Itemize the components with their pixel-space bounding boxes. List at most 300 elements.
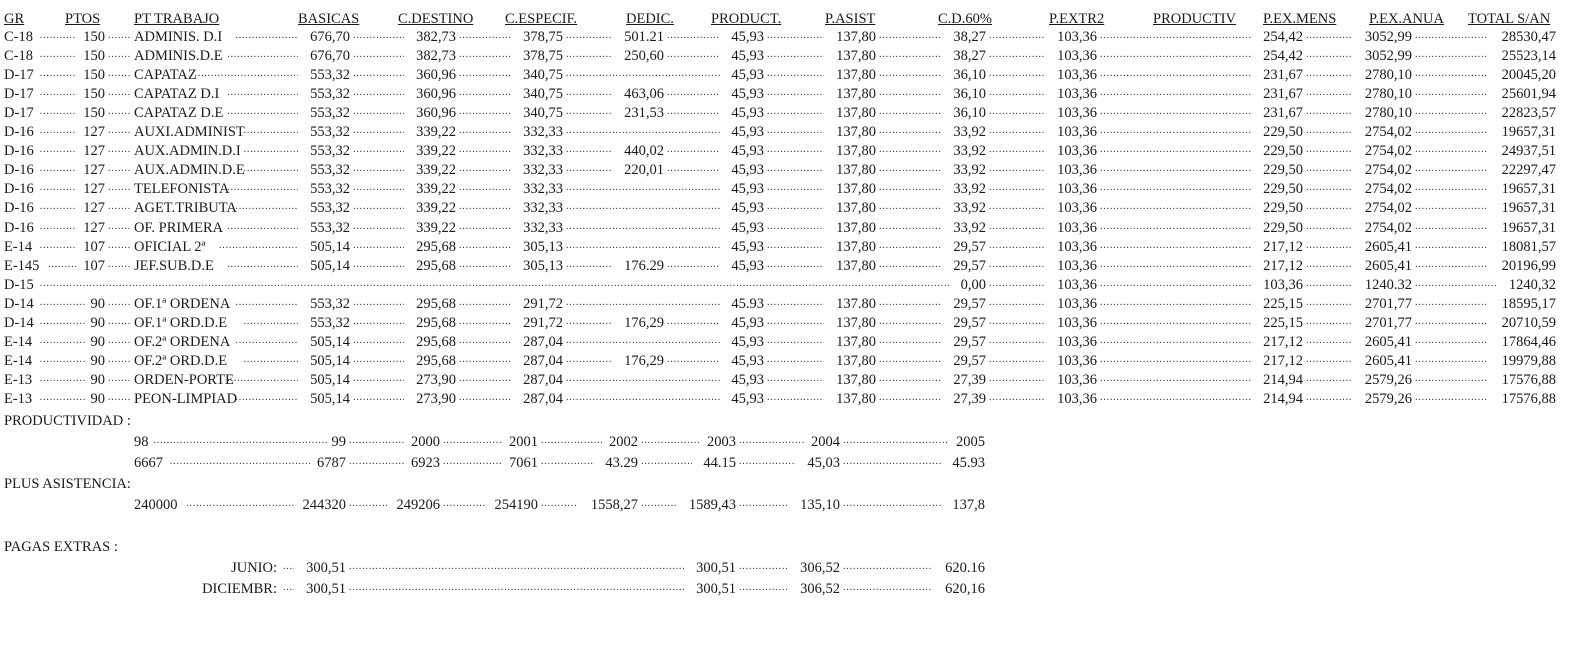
cell: 2605,41 bbox=[1364, 239, 1412, 255]
productividad-value: 45,03 bbox=[807, 455, 840, 471]
dot-leader bbox=[566, 316, 612, 334]
dot-leader bbox=[767, 316, 824, 334]
cell: 676,70 bbox=[310, 48, 350, 64]
cell: 287,04 bbox=[523, 372, 563, 388]
cell: 90 bbox=[90, 391, 105, 407]
cell: 33,92 bbox=[953, 200, 986, 216]
dot-leader bbox=[108, 30, 131, 48]
cell: 2780,10 bbox=[1364, 105, 1412, 121]
dot-leader bbox=[879, 316, 942, 334]
productividad-label: PRODUCTIVIDAD : bbox=[4, 413, 131, 429]
cell: 45,93 bbox=[731, 372, 764, 388]
dot-leader bbox=[108, 335, 131, 353]
cell: 45,93 bbox=[731, 124, 764, 140]
cell: OF.1ª ORD.D.E bbox=[134, 315, 228, 331]
cell: 24937,51 bbox=[1501, 143, 1556, 159]
dot-leader bbox=[244, 354, 298, 372]
dot-leader bbox=[108, 144, 131, 162]
col-p-asist-header: P.ASIST bbox=[825, 11, 876, 27]
cell: 17576,88 bbox=[1501, 391, 1556, 407]
dot-leader bbox=[194, 68, 297, 86]
cell: 229,50 bbox=[1263, 143, 1303, 159]
cell: 332,33 bbox=[523, 220, 563, 236]
cell: 332,33 bbox=[523, 162, 563, 178]
cell: 45,93 bbox=[731, 67, 764, 83]
cell: D-16 bbox=[4, 143, 34, 159]
col-basicas-header: BASICAS bbox=[298, 11, 360, 27]
cell: 378,75 bbox=[523, 29, 563, 45]
cell: 137,80 bbox=[836, 124, 876, 140]
cell: 38,27 bbox=[953, 29, 986, 45]
cell: 137.80 bbox=[836, 296, 876, 312]
cell: 103,36 bbox=[1263, 277, 1303, 293]
cell: D-15 bbox=[4, 277, 34, 293]
cell: 231,67 bbox=[1263, 67, 1303, 83]
productividad-value: 6667 bbox=[134, 455, 163, 471]
dot-leader bbox=[667, 259, 720, 277]
dot-leader bbox=[108, 125, 131, 143]
dot-leader bbox=[667, 354, 720, 372]
dot-leader bbox=[767, 125, 824, 143]
cell: 19979,88 bbox=[1501, 353, 1556, 369]
dot-leader bbox=[1306, 106, 1352, 124]
dot-leader bbox=[989, 240, 1045, 258]
dot-leader bbox=[1306, 49, 1352, 67]
cell: 231,67 bbox=[1263, 86, 1303, 102]
pagas-extras-value: 300,51 bbox=[696, 560, 736, 576]
cell: 45,93 bbox=[731, 315, 764, 331]
cell: 291,72 bbox=[523, 315, 563, 331]
cell: 127 bbox=[83, 162, 105, 178]
cell: 339,22 bbox=[416, 200, 456, 216]
cell: 2780,10 bbox=[1364, 67, 1412, 83]
dot-leader bbox=[48, 259, 77, 277]
dot-leader bbox=[459, 201, 511, 219]
dot-leader bbox=[879, 49, 942, 67]
cell: 382,73 bbox=[416, 29, 456, 45]
dot-leader bbox=[227, 182, 298, 200]
dot-leader bbox=[1306, 259, 1352, 277]
dot-leader bbox=[108, 392, 131, 410]
productividad-year: 2002 bbox=[609, 434, 638, 450]
plus-asistencia-value: 137,8 bbox=[952, 497, 985, 513]
cell: D-16 bbox=[4, 181, 34, 197]
cell: 505,14 bbox=[310, 372, 350, 388]
cell: D-16 bbox=[4, 200, 34, 216]
dot-leader bbox=[1100, 373, 1251, 391]
cell: E-13 bbox=[4, 391, 33, 407]
productividad-value: 6787 bbox=[317, 455, 346, 471]
cell: 103,36 bbox=[1057, 258, 1097, 274]
dot-leader bbox=[1415, 354, 1487, 372]
dot-leader bbox=[566, 201, 720, 219]
cell: 229,50 bbox=[1263, 200, 1303, 216]
dot-leader bbox=[879, 221, 942, 239]
cell: 20196,99 bbox=[1501, 258, 1556, 274]
cell: 340,75 bbox=[523, 105, 563, 121]
dot-leader bbox=[767, 163, 824, 181]
col-p-ex-mens-header: P.EX.MENS bbox=[1263, 11, 1337, 27]
cell: 137,80 bbox=[836, 48, 876, 64]
dot-leader bbox=[353, 125, 404, 143]
dot-leader bbox=[227, 373, 298, 391]
cell: 382,73 bbox=[416, 48, 456, 64]
cell: ADMINIS. D.I bbox=[134, 29, 223, 45]
dot-leader bbox=[767, 373, 824, 391]
cell: 150 bbox=[83, 105, 105, 121]
dot-leader bbox=[667, 106, 720, 124]
dot-leader bbox=[879, 125, 942, 143]
cell: 340,75 bbox=[523, 67, 563, 83]
productividad-year: 2004 bbox=[811, 434, 840, 450]
dot-leader bbox=[235, 335, 297, 353]
dot-leader bbox=[349, 498, 388, 516]
cell: 127 bbox=[83, 200, 105, 216]
cell: E-14 bbox=[4, 334, 33, 350]
dot-leader bbox=[989, 163, 1045, 181]
cell: 45,93 bbox=[731, 258, 764, 274]
cell: 2754,02 bbox=[1364, 124, 1412, 140]
plus-asistencia-value: 254190 bbox=[494, 497, 538, 513]
cell: 553,32 bbox=[310, 124, 350, 140]
cell: 45,93 bbox=[731, 220, 764, 236]
dot-leader bbox=[153, 435, 326, 453]
col-pt-trabajo-header: PT TRABAJO bbox=[134, 11, 220, 27]
cell: CAPATAZ D.I bbox=[134, 86, 220, 102]
dot-leader bbox=[227, 259, 298, 277]
cell: D-16 bbox=[4, 220, 34, 236]
dot-leader bbox=[767, 87, 824, 105]
cell: 250,60 bbox=[624, 48, 664, 64]
cell: 287,04 bbox=[523, 391, 563, 407]
cell: 340,75 bbox=[523, 86, 563, 102]
dot-leader bbox=[170, 456, 310, 474]
cell: 295,68 bbox=[416, 353, 456, 369]
dot-leader bbox=[1415, 49, 1487, 67]
cell: 29,57 bbox=[953, 239, 986, 255]
cell: 360,96 bbox=[416, 86, 456, 102]
dot-leader bbox=[1415, 221, 1487, 239]
cell: 229,50 bbox=[1263, 181, 1303, 197]
productividad-value: 7061 bbox=[509, 455, 538, 471]
dot-leader bbox=[1100, 144, 1251, 162]
cell: AUX.ADMIN.D.I bbox=[134, 143, 241, 159]
cell: 18081,57 bbox=[1501, 239, 1556, 255]
cell: 150 bbox=[83, 29, 105, 45]
dot-leader bbox=[541, 456, 594, 474]
col-ptos-header: PTOS bbox=[65, 11, 101, 27]
pagas-extras-value: 300,51 bbox=[306, 581, 346, 597]
cell: 103,36 bbox=[1057, 143, 1097, 159]
cell: 137,80 bbox=[836, 334, 876, 350]
cell: 20045,20 bbox=[1501, 67, 1556, 83]
cell: 3052,99 bbox=[1364, 29, 1412, 45]
col-c-destino-header: C.DESTINO bbox=[398, 11, 474, 27]
cell: 287,04 bbox=[523, 353, 563, 369]
cell: 332,33 bbox=[523, 200, 563, 216]
dot-leader bbox=[1415, 87, 1487, 105]
dot-leader bbox=[40, 106, 78, 124]
dot-leader bbox=[1100, 240, 1251, 258]
cell: 103,36 bbox=[1057, 48, 1097, 64]
cell: 176.29 bbox=[624, 258, 664, 274]
dot-leader bbox=[40, 144, 78, 162]
dot-leader bbox=[108, 373, 131, 391]
pagas-extras-month: JUNIO: bbox=[231, 560, 277, 576]
dot-leader bbox=[353, 106, 404, 124]
productividad-year: 99 bbox=[331, 434, 346, 450]
cell: 676,70 bbox=[310, 29, 350, 45]
pagas-extras-month: DICIEMBR: bbox=[202, 581, 277, 597]
dot-leader bbox=[353, 87, 404, 105]
dot-leader bbox=[843, 498, 941, 516]
dot-leader bbox=[879, 259, 942, 277]
dot-leader bbox=[40, 221, 78, 239]
cell: D-17 bbox=[4, 105, 34, 121]
cell: 137,80 bbox=[836, 86, 876, 102]
cell: 103,36 bbox=[1057, 29, 1097, 45]
cell: 19657,31 bbox=[1501, 181, 1556, 197]
dot-leader bbox=[667, 30, 720, 48]
productividad-year: 2000 bbox=[411, 434, 440, 450]
dot-leader bbox=[989, 87, 1045, 105]
cell: 217,12 bbox=[1263, 239, 1303, 255]
cell: 103,36 bbox=[1057, 277, 1097, 293]
dot-leader bbox=[767, 182, 824, 200]
dot-leader bbox=[767, 335, 824, 353]
cell: 45,93 bbox=[731, 162, 764, 178]
cell: E-14 bbox=[4, 353, 33, 369]
dot-leader bbox=[1100, 49, 1251, 67]
cell: 217,12 bbox=[1263, 258, 1303, 274]
cell: 127 bbox=[83, 124, 105, 140]
cell: ADMINIS.D.E bbox=[134, 48, 223, 64]
cell: 45,93 bbox=[731, 239, 764, 255]
cell: CAPATAZ D.E bbox=[134, 105, 224, 121]
dot-leader bbox=[40, 297, 86, 315]
cell: 137,80 bbox=[836, 258, 876, 274]
dot-leader bbox=[40, 87, 78, 105]
cell: 1240,32 bbox=[1508, 277, 1556, 293]
dot-leader bbox=[879, 354, 942, 372]
col-productiv-header: PRODUCTIV bbox=[1153, 11, 1236, 27]
dot-leader bbox=[443, 456, 502, 474]
cell: 2754,02 bbox=[1364, 220, 1412, 236]
dot-leader bbox=[353, 297, 404, 315]
dot-leader bbox=[1100, 182, 1251, 200]
dot-leader bbox=[40, 201, 78, 219]
cell: 90 bbox=[90, 353, 105, 369]
dot-leader bbox=[566, 125, 720, 143]
cell: 505,14 bbox=[310, 239, 350, 255]
dot-leader bbox=[1306, 144, 1352, 162]
dot-leader bbox=[353, 373, 404, 391]
col-total-s-an-header: TOTAL S/AN bbox=[1468, 11, 1551, 27]
dot-leader bbox=[989, 68, 1045, 86]
cell: 254,42 bbox=[1263, 29, 1303, 45]
dot-leader bbox=[219, 240, 298, 258]
cell: 127 bbox=[83, 181, 105, 197]
dot-leader bbox=[40, 316, 86, 334]
cell: 305,13 bbox=[523, 239, 563, 255]
cell: 103,36 bbox=[1057, 239, 1097, 255]
dot-leader bbox=[459, 49, 511, 67]
cell: 505,14 bbox=[310, 258, 350, 274]
dot-leader bbox=[1100, 163, 1251, 181]
dot-leader bbox=[1100, 87, 1251, 105]
cell: 20710,59 bbox=[1501, 315, 1556, 331]
dot-leader bbox=[353, 221, 404, 239]
cell: D-17 bbox=[4, 67, 34, 83]
dot-leader bbox=[1415, 125, 1487, 143]
dot-leader bbox=[1415, 201, 1487, 219]
cell: 137,80 bbox=[836, 29, 876, 45]
cell: ORDEN-PORTE bbox=[134, 372, 234, 388]
dot-leader bbox=[767, 221, 824, 239]
dot-leader bbox=[353, 392, 404, 410]
col-p-extr2-header: P.EXTR2 bbox=[1049, 11, 1105, 27]
dot-leader bbox=[1415, 30, 1487, 48]
dot-leader bbox=[566, 182, 720, 200]
cell: 19657,31 bbox=[1501, 124, 1556, 140]
cell: 295,68 bbox=[416, 239, 456, 255]
cell: 2754,02 bbox=[1364, 162, 1412, 178]
dot-leader bbox=[989, 106, 1045, 124]
cell: AGET.TRIBUTA bbox=[134, 200, 237, 216]
dot-leader bbox=[641, 456, 692, 474]
dot-leader bbox=[459, 335, 511, 353]
dot-leader bbox=[40, 182, 78, 200]
dot-leader bbox=[879, 30, 942, 48]
dot-leader bbox=[353, 335, 404, 353]
dot-leader bbox=[1306, 278, 1352, 296]
cell: TELEFONISTA bbox=[134, 181, 230, 197]
dot-leader bbox=[989, 125, 1045, 143]
cell: 25523,14 bbox=[1501, 48, 1556, 64]
dot-leader bbox=[108, 163, 131, 181]
cell: 217,12 bbox=[1263, 353, 1303, 369]
dot-leader bbox=[566, 392, 720, 410]
cell: 553,32 bbox=[310, 67, 350, 83]
cell: C-18 bbox=[4, 48, 33, 64]
dot-leader bbox=[443, 435, 502, 453]
dot-leader bbox=[989, 278, 1045, 296]
dot-leader bbox=[879, 201, 942, 219]
cell: 103,36 bbox=[1057, 296, 1097, 312]
dot-leader bbox=[879, 87, 942, 105]
dot-leader bbox=[353, 201, 404, 219]
dot-leader bbox=[767, 297, 824, 315]
cell: 2701,77 bbox=[1364, 296, 1412, 312]
plus-asistencia-value: 244320 bbox=[302, 497, 346, 513]
cell: 19657,31 bbox=[1501, 200, 1556, 216]
plus-asistencia-value: 1589,43 bbox=[688, 497, 736, 513]
dot-leader bbox=[566, 68, 720, 86]
productividad-value: 45.93 bbox=[952, 455, 985, 471]
dot-leader bbox=[459, 221, 511, 239]
cell: 339,22 bbox=[416, 162, 456, 178]
dot-leader bbox=[566, 373, 720, 391]
cell: 103,36 bbox=[1057, 353, 1097, 369]
dot-leader bbox=[1415, 106, 1487, 124]
cell: 45,93 bbox=[731, 105, 764, 121]
dot-leader bbox=[541, 498, 578, 516]
dot-leader bbox=[989, 182, 1045, 200]
plus-asistencia-value: 1558,27 bbox=[590, 497, 638, 513]
dot-leader bbox=[353, 163, 404, 181]
cell: 107 bbox=[83, 239, 105, 255]
cell: 29,57 bbox=[953, 315, 986, 331]
cell: 137,80 bbox=[836, 239, 876, 255]
dot-leader bbox=[566, 163, 612, 181]
cell: 45,93 bbox=[731, 181, 764, 197]
dot-leader bbox=[353, 354, 404, 372]
cell: 137,80 bbox=[836, 162, 876, 178]
dot-leader bbox=[1100, 106, 1251, 124]
dot-leader bbox=[989, 392, 1045, 410]
cell: 45,93 bbox=[731, 391, 764, 407]
cell: 217,12 bbox=[1263, 334, 1303, 350]
col-cd60-header: C.D.60% bbox=[938, 11, 992, 27]
dot-leader bbox=[566, 240, 720, 258]
cell: 3052,99 bbox=[1364, 48, 1412, 64]
cell: 33,92 bbox=[953, 143, 986, 159]
dot-leader bbox=[349, 456, 404, 474]
dot-leader bbox=[879, 373, 942, 391]
dot-leader bbox=[566, 354, 612, 372]
cell: 505,14 bbox=[310, 334, 350, 350]
cell: 45,93 bbox=[731, 48, 764, 64]
cell: 19657,31 bbox=[1501, 220, 1556, 236]
plus-asistencia-value: 249206 bbox=[396, 497, 440, 513]
pagas-extras-label: PAGAS EXTRAS : bbox=[4, 539, 118, 555]
cell: 332,33 bbox=[523, 143, 563, 159]
dot-leader bbox=[40, 354, 86, 372]
cell: 0,00 bbox=[960, 277, 986, 293]
dot-leader bbox=[843, 435, 949, 453]
dot-leader bbox=[1100, 297, 1251, 315]
cell: AUXI.ADMINIST bbox=[134, 124, 245, 140]
cell: OFICIAL 2ª bbox=[134, 239, 206, 255]
dot-leader bbox=[244, 163, 298, 181]
cell: 1240.32 bbox=[1364, 277, 1412, 293]
dot-leader bbox=[641, 435, 700, 453]
cell: 273,90 bbox=[416, 372, 456, 388]
cell: 214,94 bbox=[1263, 391, 1303, 407]
cell: 90 bbox=[90, 315, 105, 331]
cell: 36,10 bbox=[953, 67, 986, 83]
cell: 29,57 bbox=[953, 353, 986, 369]
dot-leader bbox=[989, 201, 1045, 219]
productividad-value: 6923 bbox=[411, 455, 440, 471]
cell: 553,32 bbox=[310, 143, 350, 159]
cell: 45,93 bbox=[731, 29, 764, 45]
cell: 553,32 bbox=[310, 220, 350, 236]
dot-leader bbox=[767, 68, 824, 86]
dot-leader bbox=[879, 68, 942, 86]
dot-leader bbox=[879, 182, 942, 200]
cell: 273,90 bbox=[416, 391, 456, 407]
dot-leader bbox=[108, 201, 131, 219]
dot-leader bbox=[40, 125, 78, 143]
dot-leader bbox=[566, 144, 612, 162]
cell: 176,29 bbox=[624, 353, 664, 369]
productividad-value: 44.15 bbox=[703, 455, 736, 471]
cell: 45,93 bbox=[731, 200, 764, 216]
dot-leader bbox=[641, 498, 676, 516]
dot-leader bbox=[1100, 125, 1251, 143]
dot-leader bbox=[235, 392, 297, 410]
